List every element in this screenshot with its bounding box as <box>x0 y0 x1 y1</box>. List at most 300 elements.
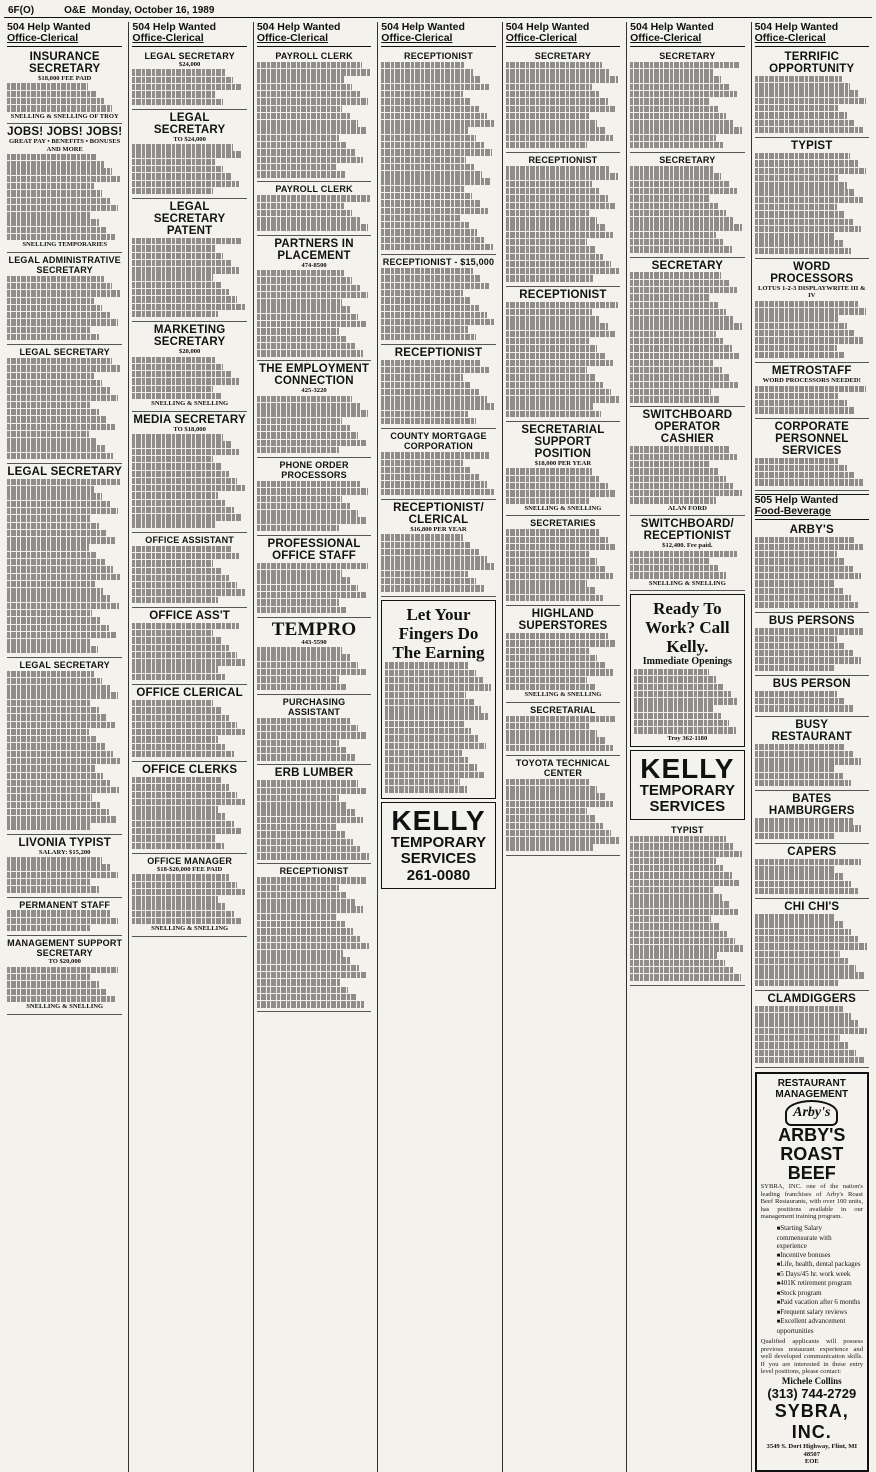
text-line <box>7 692 118 698</box>
text-line <box>7 566 113 572</box>
text-line <box>630 865 724 871</box>
text-line <box>755 1006 843 1012</box>
section-heading-category: Food-Beverage <box>754 504 831 517</box>
classified-ad <box>7 936 122 1014</box>
text-line <box>257 396 352 402</box>
text-line <box>132 777 220 783</box>
text-line <box>132 722 236 728</box>
text-line <box>630 446 728 452</box>
classified-ad <box>630 258 744 408</box>
ad-title: METROSTAFF <box>771 365 852 378</box>
ad-title: SECRETARIES <box>530 518 596 529</box>
ad-body-text <box>7 358 122 459</box>
text-line <box>257 142 347 148</box>
text-line <box>7 290 120 296</box>
text-line <box>257 120 358 126</box>
text-line <box>7 729 89 735</box>
ad-title: CAPERS <box>787 845 837 858</box>
text-line <box>385 779 459 785</box>
ad-body-text <box>132 546 246 603</box>
text-line <box>630 239 724 245</box>
text-line <box>755 914 835 920</box>
text-line <box>506 716 616 722</box>
ad-title: OFFICE ASSISTANT <box>145 534 234 545</box>
text-line <box>385 670 475 676</box>
ad-title: SECRETARY <box>659 51 716 61</box>
text-line <box>630 210 726 216</box>
text-line <box>506 655 598 661</box>
text-line <box>506 537 608 543</box>
text-line <box>755 980 839 986</box>
ad-body-text <box>630 166 744 252</box>
text-line <box>630 120 734 126</box>
ad-body-text <box>7 967 122 1003</box>
text-line <box>634 713 721 719</box>
text-line <box>132 674 226 680</box>
text-line <box>630 843 734 849</box>
text-line <box>132 729 244 735</box>
text-line <box>506 684 595 690</box>
text-line <box>630 69 712 75</box>
text-line <box>132 478 236 484</box>
text-line <box>755 98 866 104</box>
text-line <box>257 839 353 845</box>
text-line <box>506 302 618 308</box>
text-line <box>7 758 121 764</box>
text-line <box>755 465 848 471</box>
classified-column <box>377 22 498 1472</box>
text-line <box>7 736 97 742</box>
ad-body-text <box>257 780 371 859</box>
ad-body-text <box>257 270 371 356</box>
section-heading-category: Office-Clerical <box>7 32 79 44</box>
text-line <box>7 501 110 507</box>
text-line <box>7 707 99 713</box>
text-line <box>506 135 614 141</box>
text-line <box>506 498 590 504</box>
text-line <box>630 374 730 380</box>
text-line <box>506 120 598 126</box>
text-line <box>7 872 118 878</box>
classified-ad <box>257 864 371 1012</box>
text-line <box>7 409 99 415</box>
ad-title: INSURANCE SECRETARY <box>28 51 101 75</box>
ad-phone: 261-0080 <box>406 866 471 884</box>
classified-ad <box>630 49 744 153</box>
text-line <box>506 106 616 112</box>
text-line <box>506 558 598 564</box>
arbys-logo-icon: Arby's <box>785 1100 838 1126</box>
text-line <box>755 160 858 166</box>
classified-column <box>502 22 623 1472</box>
ad-title: SECRETARY <box>659 155 716 166</box>
text-line <box>7 373 94 379</box>
text-line <box>381 382 470 388</box>
text-line <box>257 98 368 104</box>
ad-title: RECEPTIONIST/ CLERICAL <box>393 501 484 526</box>
text-line <box>257 425 350 431</box>
ad-title: LEGAL SECRETARY PATENT <box>153 201 226 238</box>
ad-body-text <box>755 537 869 609</box>
ad-title: BUSY RESTAURANT <box>771 718 852 743</box>
ad-body-text <box>506 302 620 418</box>
text-line <box>506 316 600 322</box>
text-line <box>506 224 606 230</box>
classified-ad <box>506 703 620 756</box>
text-line <box>257 943 369 949</box>
text-line <box>132 449 238 455</box>
text-line <box>132 744 226 750</box>
text-line <box>630 468 718 474</box>
ad-body-text <box>755 301 869 358</box>
text-line <box>630 974 741 980</box>
ad-contact: SNELLING & SNELLING <box>524 504 602 512</box>
text-line <box>634 691 731 697</box>
classified-ad <box>755 138 869 259</box>
text-line <box>132 792 236 798</box>
classified-column <box>626 22 747 1472</box>
text-line <box>257 157 363 163</box>
text-line <box>257 824 337 830</box>
ad-body-text <box>630 272 744 402</box>
text-line <box>630 901 730 907</box>
text-line <box>7 617 100 623</box>
text-line <box>381 396 486 402</box>
text-line <box>381 244 493 250</box>
text-line <box>630 76 720 82</box>
text-line <box>7 283 112 289</box>
text-line <box>7 98 104 104</box>
ad-title: OFFICE ASS'T <box>149 609 230 622</box>
text-line <box>381 360 481 366</box>
text-line <box>381 120 494 126</box>
ad-title: RECEPTIONIST <box>528 155 598 166</box>
text-line <box>385 764 477 770</box>
section-heading-category: Office-Clerical <box>132 32 204 44</box>
text-line <box>257 440 366 446</box>
ad-title: PAYROLL CLERK <box>275 184 353 195</box>
ad-body-text <box>755 628 869 671</box>
text-line <box>132 589 244 595</box>
ad-subtitle: WORD PROCESSORS NEEDED! <box>762 377 861 385</box>
classified-ad <box>630 516 744 591</box>
ad-title: CHI CHI'S <box>784 901 840 914</box>
text-line <box>755 189 856 195</box>
text-line <box>755 400 848 406</box>
kelly-services-ad <box>381 802 495 889</box>
text-line <box>506 411 601 417</box>
classified-column <box>253 22 374 1472</box>
text-line <box>132 393 220 399</box>
text-line <box>381 418 476 424</box>
text-line <box>630 135 716 141</box>
text-line <box>257 510 358 516</box>
ad-subtitle: $12,400. Fee paid. <box>662 542 713 550</box>
text-line <box>630 476 726 482</box>
text-line <box>132 560 212 566</box>
classified-ad <box>630 407 744 516</box>
text-line <box>630 952 717 958</box>
text-line <box>257 936 361 942</box>
text-line <box>7 864 110 870</box>
ad-body-text <box>257 62 371 178</box>
text-line <box>257 747 347 753</box>
text-line <box>506 309 592 315</box>
text-line <box>132 274 212 280</box>
text-line <box>7 816 117 822</box>
text-line <box>755 551 837 557</box>
ad-title: ARBY'S <box>789 523 834 536</box>
text-line <box>630 345 732 351</box>
text-line <box>630 338 724 344</box>
text-line <box>257 846 361 852</box>
text-line <box>132 521 216 527</box>
ad-title: TOYOTA TECHNICAL CENTER <box>515 757 610 778</box>
section-heading-number: 504 Help Wanted <box>630 21 714 33</box>
text-line <box>257 84 352 90</box>
text-line <box>381 98 470 104</box>
classified-ad <box>506 756 620 856</box>
text-line <box>257 795 339 801</box>
text-line <box>755 83 850 89</box>
text-line <box>755 182 848 188</box>
text-line <box>381 563 494 569</box>
classified-ad <box>257 765 371 864</box>
text-line <box>257 171 345 177</box>
text-line <box>381 76 481 82</box>
text-line <box>506 801 614 807</box>
section-heading <box>7 22 122 47</box>
text-line <box>7 212 91 218</box>
text-line <box>755 965 857 971</box>
text-line <box>7 809 109 815</box>
text-line <box>506 232 614 238</box>
text-line <box>7 794 92 800</box>
text-line <box>7 722 115 728</box>
text-line <box>506 490 616 496</box>
text-line <box>132 751 234 757</box>
classified-ad <box>755 991 869 1068</box>
text-line <box>132 707 220 713</box>
text-line <box>506 246 595 252</box>
ad-title: OFFICE CLERICAL <box>136 687 243 700</box>
ad-subtitle: $24,000 <box>178 61 201 68</box>
text-line <box>755 773 843 779</box>
text-line <box>506 808 587 814</box>
classified-ad <box>132 685 246 762</box>
text-line <box>132 575 228 581</box>
ad-body-text <box>506 633 620 690</box>
text-line <box>257 224 368 230</box>
closing-text: Qualified applicants will possess previous restaurant experience and well developed communication skills. If you are interested in these entry level positions, please contact: <box>760 1338 863 1376</box>
classified-column <box>4 22 125 1472</box>
ad-title: RECEPTIONIST - $15,000 <box>382 257 495 268</box>
ad-body-text <box>132 238 246 317</box>
text-line <box>132 378 238 384</box>
text-line <box>381 127 468 133</box>
text-line <box>132 282 220 288</box>
text-line <box>755 76 842 82</box>
text-line <box>7 610 92 616</box>
text-line <box>506 195 608 201</box>
text-line <box>755 628 864 634</box>
text-line <box>506 166 610 172</box>
classified-ad <box>506 287 620 422</box>
text-line <box>630 565 718 571</box>
text-line <box>7 424 115 430</box>
ad-body-text <box>506 468 620 504</box>
classified-ad <box>257 49 371 182</box>
text-line <box>7 714 107 720</box>
text-line <box>630 483 734 489</box>
section-heading-category: Office-Clerical <box>381 32 453 44</box>
text-line <box>132 911 234 917</box>
ad-title: MEDIA SECRETARY <box>133 413 246 426</box>
arbys-display-ad <box>755 1072 869 1471</box>
text-line <box>506 468 592 474</box>
text-line <box>132 715 228 721</box>
text-line <box>7 910 110 916</box>
text-line <box>755 588 843 594</box>
ad-title: MANAGEMENT SUPPORT SECRETARY <box>7 938 123 959</box>
text-line <box>506 483 608 489</box>
classified-ad <box>506 422 620 516</box>
text-line <box>755 233 835 239</box>
text-line <box>7 559 105 565</box>
text-line <box>630 195 710 201</box>
ad-subtitle: TO $20,000 <box>48 958 81 966</box>
ad-subtitle: $18-$20,000 FEE PAID <box>157 865 223 873</box>
text-line <box>7 380 102 386</box>
ad-title: SWITCHBOARD OPERATOR CASHIER <box>642 409 733 446</box>
text-line <box>506 382 603 388</box>
text-line <box>132 630 212 636</box>
text-line <box>381 135 476 141</box>
text-line <box>506 823 603 829</box>
text-line <box>7 974 91 980</box>
text-line <box>630 181 728 187</box>
issue-date: Monday, October 16, 1989 <box>91 5 215 16</box>
text-line <box>755 120 856 126</box>
text-line <box>257 577 350 583</box>
text-line <box>7 438 97 444</box>
text-line <box>132 173 230 179</box>
text-line <box>630 945 743 951</box>
text-line <box>257 754 355 760</box>
text-line <box>257 164 337 170</box>
classified-ad <box>630 153 744 257</box>
text-line <box>630 454 736 460</box>
text-line <box>506 367 587 373</box>
text-line <box>755 472 856 478</box>
text-line <box>7 671 94 677</box>
text-line <box>385 692 466 698</box>
classified-ad <box>7 49 122 124</box>
text-line <box>506 640 616 646</box>
ad-title: RECEPTIONIST <box>279 866 349 877</box>
ad-title: TEMPORARY <box>639 782 735 800</box>
section-heading-number: 504 Help Wanted <box>256 21 341 33</box>
text-line <box>630 84 728 90</box>
classified-ad <box>755 49 869 138</box>
text-line <box>634 698 738 704</box>
text-line <box>132 546 230 552</box>
ad-body-text <box>634 669 740 734</box>
text-line <box>257 669 366 675</box>
text-line <box>257 350 363 356</box>
text-line <box>381 411 468 417</box>
text-line <box>257 654 350 660</box>
text-line <box>257 306 350 312</box>
text-line <box>506 239 587 245</box>
text-line <box>7 479 120 485</box>
ad-body-text <box>755 386 869 414</box>
text-line <box>630 938 735 944</box>
ad-title: KELLY <box>391 804 486 836</box>
text-line <box>755 386 866 392</box>
ad-subtitle: TO $18,000 <box>173 425 206 433</box>
section-heading <box>381 22 495 47</box>
text-line <box>755 204 837 210</box>
text-line <box>257 488 368 494</box>
text-line <box>381 69 473 75</box>
text-line <box>755 665 835 671</box>
benefit-item: ■ Paid vacation after 6 months <box>777 1298 863 1308</box>
text-line <box>381 142 484 148</box>
text-line <box>381 178 490 184</box>
text-line <box>755 393 840 399</box>
text-line <box>634 676 716 682</box>
text-line <box>7 168 112 174</box>
text-line <box>7 205 118 211</box>
text-line <box>132 260 230 266</box>
ad-title: OFFICE MANAGER <box>147 855 233 866</box>
classified-ad <box>7 464 122 658</box>
text-line <box>755 951 841 957</box>
text-line <box>7 298 94 304</box>
classified-ad <box>755 676 869 717</box>
ad-body-text <box>506 529 620 601</box>
text-line <box>506 98 608 104</box>
ad-subtitle: TO $24,000 <box>173 135 206 143</box>
text-line <box>506 587 595 593</box>
ad-body-text <box>755 76 869 133</box>
ad-title: KELLY <box>640 753 735 785</box>
page-number: 6F(O) <box>8 5 35 16</box>
ad-contact: SNELLING & SNELLING OF TROY <box>10 112 119 120</box>
text-line <box>506 745 614 751</box>
ad-title: SECRETARIAL <box>530 704 596 715</box>
ad-subtitle: 474-8500 <box>301 261 327 269</box>
text-line <box>755 873 843 879</box>
text-line <box>257 203 344 209</box>
text-line <box>630 188 736 194</box>
text-line <box>506 254 603 260</box>
text-line <box>385 677 483 683</box>
text-line <box>506 69 610 75</box>
ad-body-text <box>630 551 744 579</box>
text-line <box>630 858 716 864</box>
text-line <box>7 312 110 318</box>
section-heading <box>755 494 869 520</box>
classified-ad <box>257 695 371 766</box>
text-line <box>7 91 96 97</box>
ad-body-text <box>132 69 246 105</box>
ad-title: OFFICE CLERKS <box>142 764 238 777</box>
classified-ad <box>257 236 371 362</box>
ad-body-text <box>7 857 122 893</box>
text-line <box>755 698 845 704</box>
